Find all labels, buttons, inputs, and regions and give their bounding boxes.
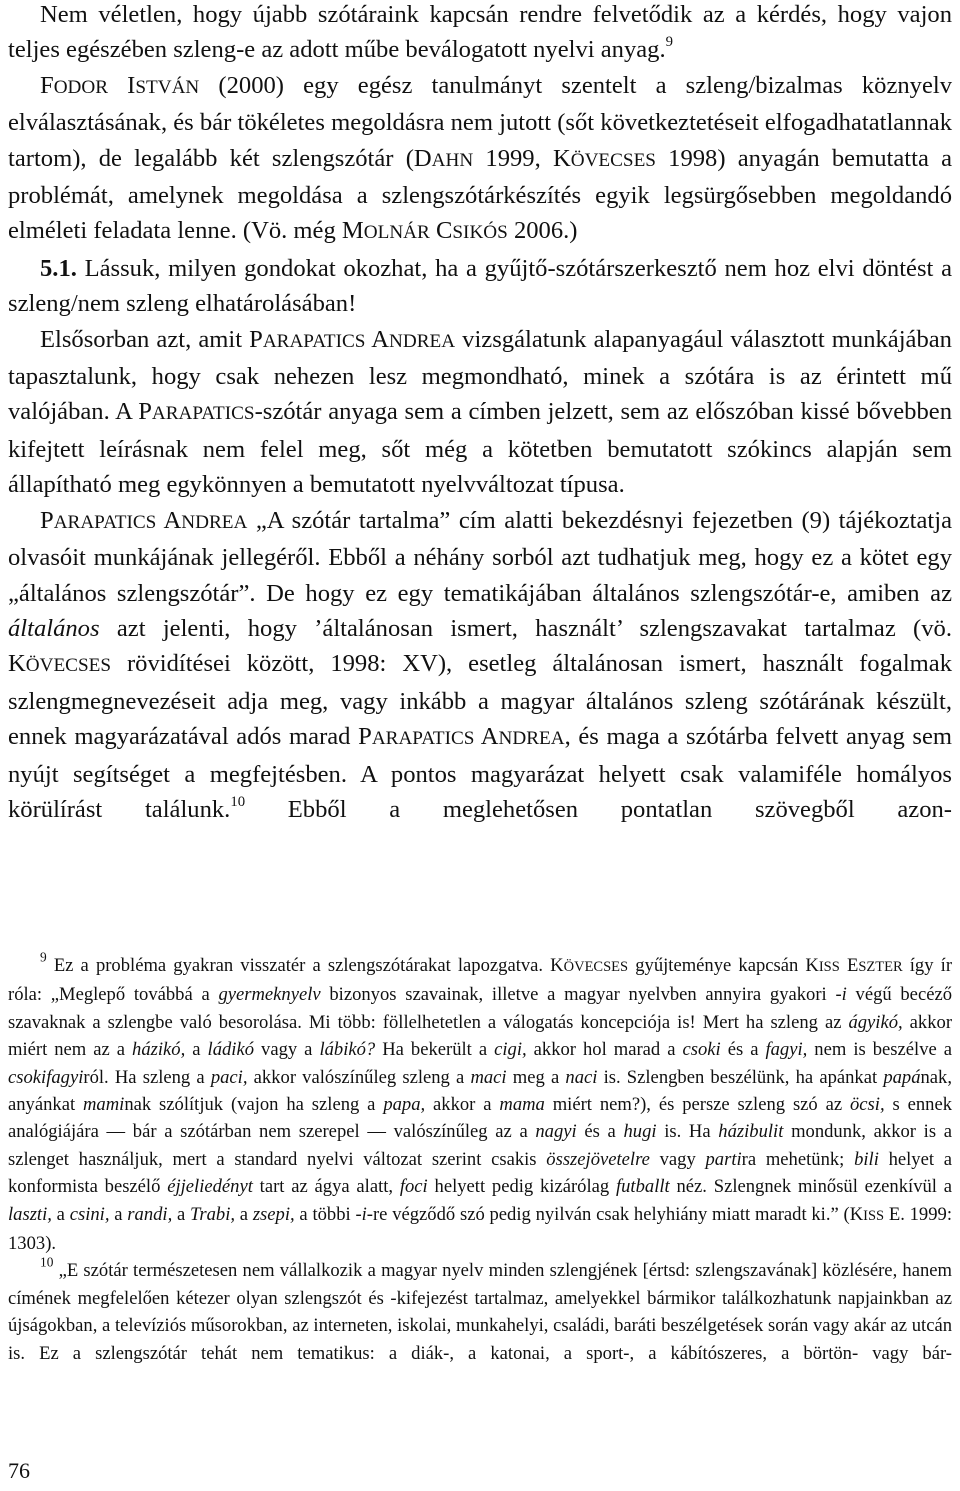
italic-term: hugi [623, 1121, 657, 1143]
italic-term: mama [499, 1094, 545, 1116]
italic-term: -i [355, 1203, 367, 1225]
italic-term: parti [705, 1148, 742, 1170]
footnote-ref-10: 10 [230, 793, 246, 810]
text-run: Ebből a meglehetősen pontatlan szövegből azon- [245, 795, 952, 823]
text-run: is. Ha [656, 1121, 719, 1143]
author-name-smallcaps: ÖVECSES [570, 149, 656, 171]
italic-term: fagyi, [765, 1039, 808, 1061]
author-initial: C [429, 217, 453, 245]
footnote-number: 9 [40, 949, 47, 965]
italic-term: összejövetelre [546, 1148, 650, 1170]
paragraph-4 [8, 503, 952, 828]
author-name-smallcaps: SIKÓS [452, 222, 508, 244]
footnote-10 [8, 1257, 952, 1367]
page-number: 76 [8, 1458, 30, 1483]
italic-term: cigi, [494, 1039, 527, 1061]
text-run: néz. Szlengnek minősül ezenkívül a [669, 1176, 952, 1198]
text-run: azt jelenti, hogy ’általánosan ismert, használt’ szlengszavakat tartalmaz (vö. K [8, 614, 952, 678]
text-run: rövidítései között, 1998: XV), esetleg általánosan ismert, használt fogalmak szlengmegnevezéseit adja meg, vagy inkább a magyar általános szleng szótárának készült, ennek magyarázatával adós marad P [8, 650, 952, 751]
text-run: vagy a [254, 1039, 320, 1061]
author-name-smallcaps: NDREA [181, 511, 248, 533]
text-run: gyűjteménye kapcsán K [628, 955, 819, 976]
footnote-10-text: „E szótár természetesen nem vállalkozik a magyar nyelv minden szlengjének [értsd: szlengszavának] közlésére, hanem címének megfelelően kétezer olyan szlengszót és -kifejezést tartalmaz, amelyekkel bármikor találkozhatunk napjainkban az újságokban, a televíziós műsorokban, az interneten, iskolai, munkahelyi, családi, baráti beszélgetések során vagy akár az utcán is. Ez a szlengszótár tehát nem tematikus: a diák-, a katonai, a sport-, a kábítószeres, a börtön- vagy bár- [8, 1260, 952, 1364]
text-run: , és maga a szótárba felvett anyag sem nyújt segítséget a megfejtésben. A pontos magyarázat helyett csak valamiféle homályos körülírást találunk. [8, 723, 952, 823]
text-run: -re végződő szó pedig nyilván csak helyhiány miatt maradt ki.” (K [366, 1203, 864, 1225]
italic-term: laszti, [8, 1203, 52, 1225]
paragraph-1 [8, 0, 952, 68]
text-run: „A szótár tartalma” cím alatti bekezdésnyi fejezetben (9) tájékoztatja olvasóit munkájának jellegéről. Ebből a néhány sorból azt tudhatjuk meg, hogy ez a kötet egy „általános szlengszótár”. De hogy ez egy tematikájában általános szlengszótár-e, amiben az [8, 506, 953, 607]
text-run: tart az ágya alatt, [252, 1176, 400, 1198]
author-name-smallcaps: ISS [818, 959, 840, 975]
section-heading-text: Lássuk, milyen gondokat okozhat, ha a gyűjtő-szótárszerkesztő nem hoz elvi döntést a szleng/nem szleng elhatárolásában! [8, 254, 952, 318]
text-run: akkor valószínűleg szleng a [247, 1066, 471, 1088]
text-run: is. Szlengben beszélünk, ha apánkat [597, 1066, 884, 1088]
italic-term: csoki [682, 1039, 721, 1061]
text-run: a [235, 1203, 253, 1225]
text-run: helyett pedig kizárólag [427, 1176, 616, 1198]
italic-term: éjjeliedényt [167, 1176, 253, 1198]
author-name-smallcaps: OLNÁR [363, 222, 430, 244]
text-run: -szótár anyaga sem a címben jelzett, sem az előszóban kissé bővebben kifejtett leírásnak nem felel meg, sőt még a kötetben bemutatott szókincs alapján sem állapítható meg egykönnyen a bemutatott nyelvváltozat típusa. [8, 398, 952, 499]
italic-term: futballt [615, 1176, 670, 1198]
text-run: a többi [294, 1203, 356, 1225]
italic-term: ágyikó, [848, 1011, 903, 1033]
text-run: ról. Ha szleng a [83, 1066, 211, 1088]
author-name-smallcaps: SZTER [858, 959, 903, 975]
author-name-smallcaps: NDREA [389, 330, 456, 352]
text-run: s ennek analógiájára — bár a szótárban nem szerepel — valószínűleg az a [8, 1094, 953, 1143]
text-run: Elsősorban azt, amit P [40, 325, 263, 353]
text-run: 1999, K [473, 144, 571, 172]
text-run: 1998) anyagán bemutatta a problémát, amelynek megoldása a szlengszótárkészítés egyik legsürgősebben megoldandó elméleti feladata lenne. (Vö. még M [8, 144, 952, 245]
author-name-smallcaps: AHN [431, 149, 474, 171]
italic-term: Trabi, [190, 1203, 236, 1225]
main-text [8, 0, 952, 827]
footnotes [8, 949, 953, 1367]
text-run: E. 1999: 1303). [8, 1203, 952, 1255]
author-name-smallcaps: ARAPATICS [151, 403, 255, 425]
text-run: nak, anyánkat [8, 1066, 952, 1116]
footnote-ref-9: 9 [665, 34, 673, 51]
text-run: végű becéző szavaknak a szlengbe való besorolása. Mi több: föllelhetetlen a válogatás koncepciója is! Mert ha szleng az [8, 984, 952, 1033]
italic-term: gyermeknyelv [218, 984, 321, 1006]
author-initial: E [839, 955, 859, 976]
text-run: akkor a [425, 1094, 500, 1116]
italic-term: lábikó? [319, 1039, 376, 1061]
footnote-number: 10 [40, 1255, 54, 1271]
text-run: a [51, 1203, 70, 1225]
italic-term: papá [883, 1066, 921, 1088]
italic-term: öcsi, [850, 1094, 885, 1116]
author-name-smallcaps: ÖVECSES [563, 959, 629, 975]
italic-term: csokifagyi [8, 1066, 84, 1088]
author-name-smallcaps: STVÁN [135, 76, 200, 98]
italic-term: általános [8, 614, 100, 642]
author-name-smallcaps: ISS [863, 1207, 885, 1224]
text-run: így ír róla: „Meglepő továbbá a [8, 955, 953, 1006]
text-run: vagy [649, 1148, 706, 1170]
author-name-smallcaps: ARAPATICS [371, 728, 475, 750]
text-run: akkor miért nem az a [8, 1011, 953, 1061]
author-name-smallcaps: NDREA [498, 728, 565, 750]
italic-term: mami [83, 1094, 125, 1116]
text-run: miért nem?), és persze szleng szó az [544, 1094, 850, 1116]
text-run: és a [576, 1121, 624, 1143]
text-run: akkor hol marad a [526, 1039, 683, 1061]
italic-term: bili [854, 1148, 879, 1170]
text-run: helyet a konformista beszélő [8, 1148, 952, 1198]
italic-term: csini, [69, 1203, 110, 1225]
text-run: (2000) egy egész tanulmányt szentelt a szleng/bizalmas köznyelv elválasztásának, és bár tökéletes megoldásra nem jutott (sőt következtetéseit elfogadhatatlannak tartom), de legalább két szlengszótár (D [8, 71, 953, 172]
author-initial: A [474, 723, 499, 751]
text-run: a [172, 1203, 191, 1225]
author-initial: I [108, 71, 136, 99]
text-run: a [185, 1039, 208, 1061]
text-run: meg a [506, 1066, 566, 1088]
author-name-smallcaps: ÖVECSES [25, 655, 111, 677]
italic-term: papa, [383, 1094, 426, 1116]
text-run: mondunk, akkor is a szlenget használjuk, mert a standard nyelvi változat szerint csakis [8, 1121, 952, 1170]
text-run: vizsgálatunk alapanyagául választott munkájában tapasztalunk, hogy csak nehezen lesz megmondható, minek a szótára is az érintett mű valójában. A P [8, 325, 952, 426]
italic-term: foci [399, 1176, 428, 1198]
italic-term: ládikó [207, 1039, 255, 1061]
paragraph-3 [8, 322, 952, 503]
italic-term: házibulit [718, 1121, 784, 1143]
author-name-smallcaps: ARAPATICS [262, 330, 366, 352]
italic-term: -i [835, 984, 847, 1006]
italic-term: nagyi [535, 1121, 577, 1143]
text-run: 2006.) [507, 217, 578, 245]
italic-term: maci [470, 1066, 507, 1088]
text-run: nak szólítjuk (vajon ha szleng a [124, 1094, 384, 1116]
author-initial: F [40, 71, 54, 99]
italic-term: zsepi, [252, 1203, 295, 1225]
author-initial: A [156, 506, 182, 534]
text-run: nem is beszélve a [807, 1039, 952, 1061]
text-run: és a [720, 1039, 766, 1061]
author-initial: A [365, 325, 389, 353]
footnote-9 [8, 949, 953, 1257]
author-initial: P [40, 506, 54, 534]
section-heading [8, 251, 952, 322]
text-run: bizonyos szavainak, illetve a magyar nyelvben annyira gyakori [320, 984, 836, 1006]
text-run: Ez a probléma gyakran visszatér a szlengszótárakat lapozgatva. K [46, 955, 564, 976]
italic-term: házikó, [132, 1039, 186, 1061]
paragraph-2 [8, 68, 952, 251]
author-name-smallcaps: ARAPATICS [53, 511, 157, 533]
italic-term: paci, [210, 1066, 248, 1088]
text-run: a [109, 1203, 128, 1225]
text-run: ra mehetünk; [741, 1148, 855, 1170]
author-name-smallcaps: ODOR [53, 76, 109, 98]
italic-term: randi, [127, 1203, 173, 1225]
section-number: 5.1. [40, 254, 77, 282]
text-run: Ha bekerült a [375, 1039, 495, 1061]
italic-term: naci [565, 1066, 598, 1088]
paragraph-1-text: Nem véletlen, hogy újabb szótáraink kapcsán rendre felvetődik az a kérdés, hogy vajon teljes egészében szleng-e az adott műbe beválogatott nyelvi anyag. [8, 1, 952, 64]
